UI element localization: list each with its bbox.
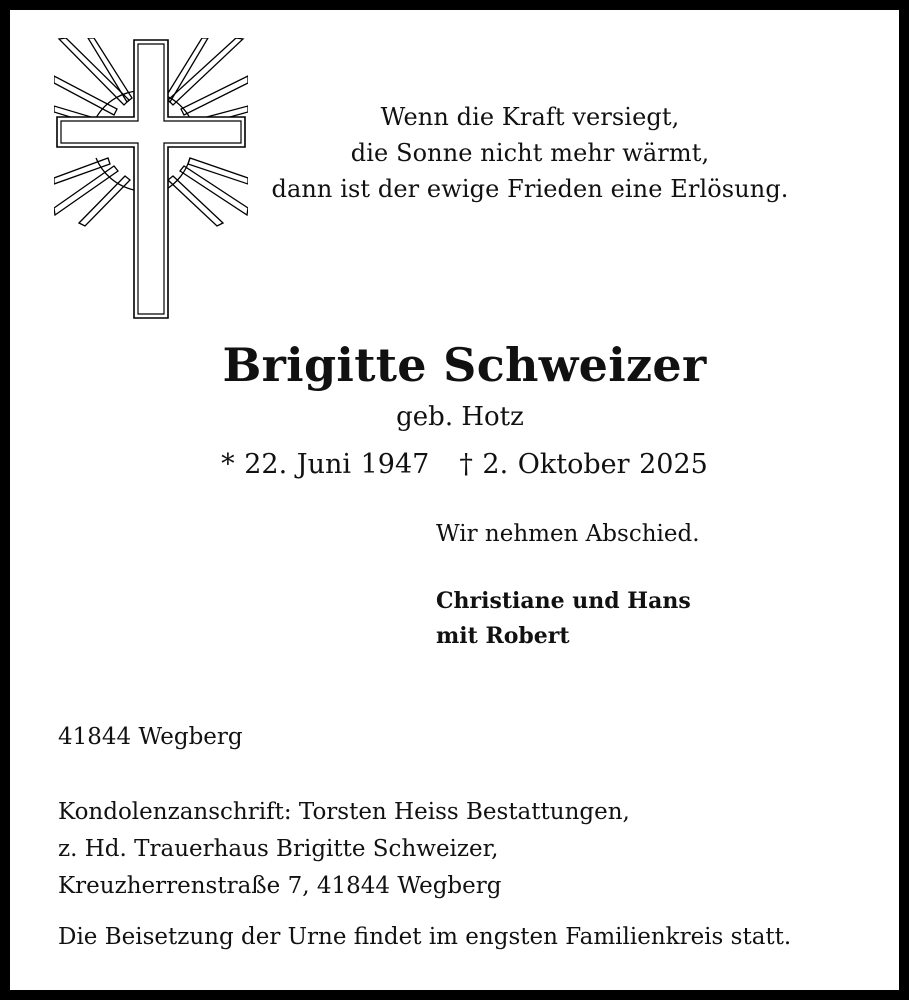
mourner-line: mit Robert (436, 623, 570, 649)
deceased-name: Brigitte Schweizer (222, 338, 707, 392)
verse (260, 99, 800, 207)
radiant-cross-icon (54, 38, 248, 320)
birth-date: * 22. Juni 1947 (221, 449, 430, 480)
maiden-name: geb. Hotz (396, 402, 524, 432)
death-date: † 2. Oktober 2025 (459, 449, 708, 480)
condolence-line: Kreuzherrenstraße 7, 41844 Wegberg (58, 873, 502, 899)
verse-line: Wenn die Kraft versiegt, (380, 103, 680, 131)
verse-line: die Sonne nicht mehr wärmt, (350, 139, 710, 167)
life-dates (10, 449, 909, 480)
mourners (436, 584, 691, 654)
mourner-line: Christiane und Hans (436, 588, 691, 614)
condolence-line: z. Hd. Trauerhaus Brigitte Schweizer, (58, 836, 499, 862)
location: 41844 Wegberg (58, 724, 243, 750)
farewell-text: Wir nehmen Abschied. (436, 521, 700, 547)
burial-note: Die Beisetzung der Urne findet im engsten Familienkreis statt. (58, 924, 792, 950)
condolence-address (58, 794, 630, 905)
verse-line: dann ist der ewige Frieden eine Erlösung. (271, 175, 789, 203)
condolence-line: Kondolenzanschrift: Torsten Heiss Bestattungen, (58, 799, 630, 825)
